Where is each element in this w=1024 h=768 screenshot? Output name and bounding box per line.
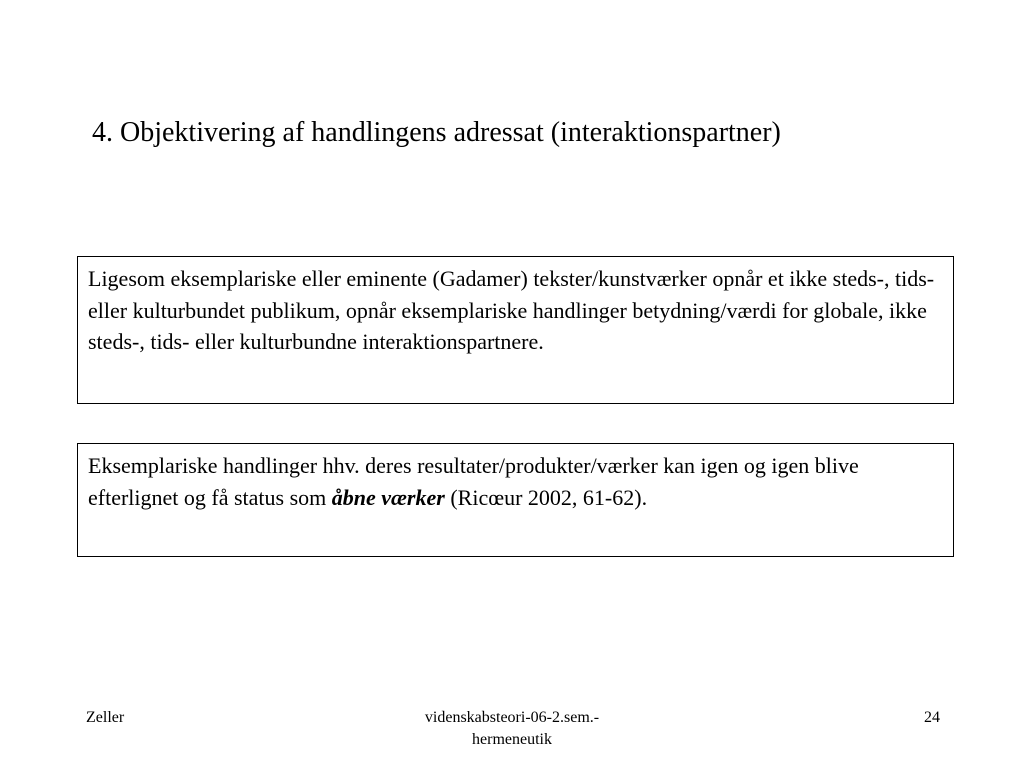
footer-course-line2: hermeneutik: [472, 731, 552, 748]
footer-course-line1: videnskabsteori-06-2.sem.-: [424, 709, 600, 726]
box2-text-after: (Ricœur 2002, 61-62).: [444, 484, 648, 510]
footer-course: [362, 707, 662, 751]
box2-text-before: Eksemplariske handlinger hhv. deres resultater/produkter/værker kan igen og igen blive efterlignet og få status som: [88, 453, 859, 510]
text-box-exemplary-addressees: [77, 256, 954, 404]
slide-title: 4. Objektivering af handlingens adressat (interaktionspartner): [92, 117, 781, 148]
box1-text: Ligesom eksemplariske eller eminente (Gadamer) tekster/kunstværker opnår et ikke steds-, tids- eller kulturbundet publikum, opnår eksemplariske handlinger betydning/værdi for globale, ikke steds-, tids- eller kulturbundne interaktionspartnere.: [88, 266, 935, 354]
page-number: 24: [924, 709, 940, 726]
text-box-open-works: [77, 443, 954, 557]
footer-author: Zeller: [86, 709, 125, 726]
box2-emphasis: åbne værker: [331, 484, 445, 510]
